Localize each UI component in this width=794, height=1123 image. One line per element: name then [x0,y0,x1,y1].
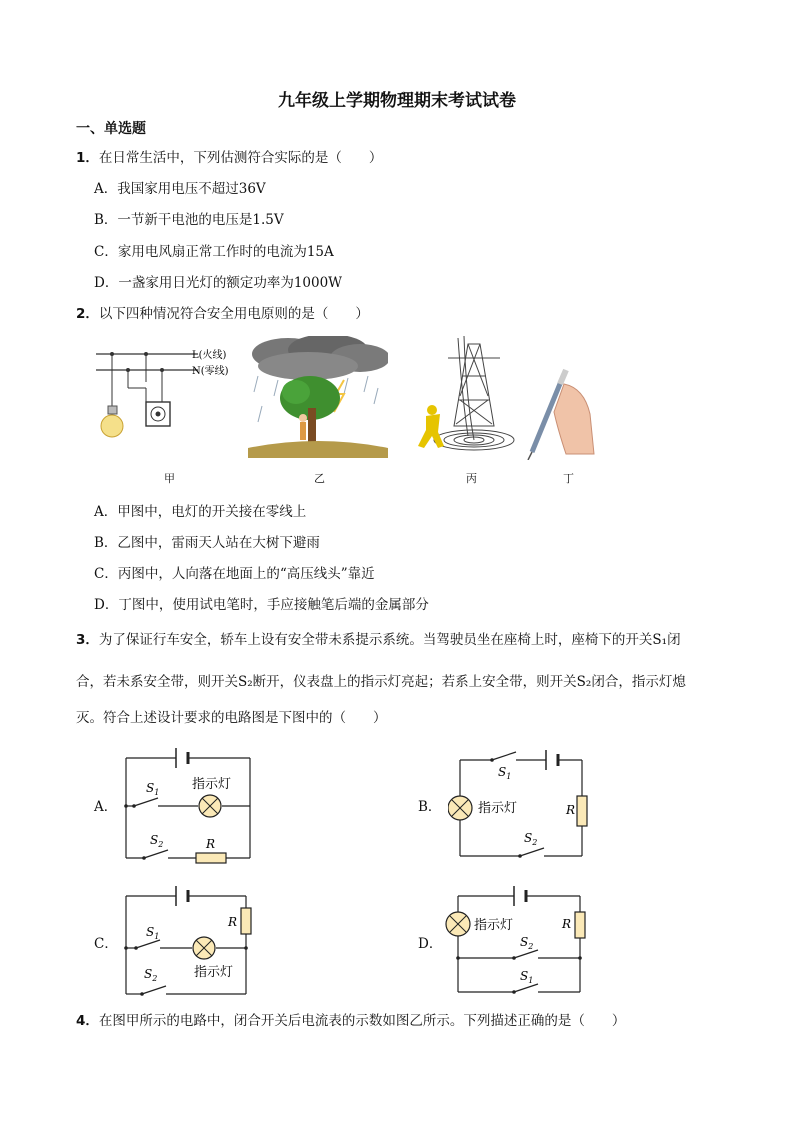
svg-text:S2: $S_2$ [150,833,164,849]
q1-option-b: B．一节新干电池的电压是1.5V [94,212,284,228]
q1-option-d: D．一盏家用日光灯的额定功率为1000W [94,275,343,291]
question-number: 2． [76,306,99,322]
resistor-icon [577,796,587,826]
figure-yi-tree-storm [248,336,388,458]
q1-option-c: C．家用电风扇正常工作时的电流为15A [94,244,334,260]
question-stem: 以下四种情况符合安全用电原则的是（ ） [98,306,369,322]
fire-line-label: L(火线) [192,350,227,361]
question-2 [76,302,369,322]
svg-text:S1: $S_1$ [498,765,512,781]
q2-option-c: C．丙图中，人向落在地面上的“高压线头”靠近 [94,566,375,582]
circuit-c-label: C． [94,936,118,952]
figure-jia-wiring [88,340,248,450]
resistor-label: R [206,837,216,851]
circuit-d [444,876,590,1000]
socket-icon [146,402,170,426]
lamp-label: 指示灯 [474,918,514,933]
question-4 [76,1009,625,1029]
lamp-label: 指示灯 [192,777,232,792]
question-stem-line1: 为了保证行车安全，轿车上设有安全带未系提示系统。当驾驶员坐在座椅上时，座椅下的开关S₁闭 [98,632,681,648]
page-title: 九年级上学期物理期末考试试卷 [278,91,516,111]
circuit-d-label: D． [418,936,443,952]
question-3-line2: 合，若未系安全带，则开关S₂断开，仪表盘上的指示灯亮起；若系上安全带，则开关S₂闭合，指示灯熄 [76,674,686,690]
circuit-a-label: A． [94,799,118,815]
circuit-b [448,742,594,864]
question-3 [76,628,681,648]
circuit-b-label: B． [418,799,442,815]
figure-caption-jia: 甲 [164,472,175,485]
section-heading: 一、单选题 [76,121,146,137]
indicator-lamp-icon [193,937,215,959]
neutral-line-label: N(零线) [192,366,229,377]
indicator-lamp-icon [448,796,472,820]
svg-text:S1: $S_1$ [520,969,534,985]
circuit-a [118,742,258,864]
figure-caption-ding: 丁 [563,472,574,485]
resistor-label: R [562,917,572,931]
question-number: 1． [76,150,99,166]
svg-text:S1: $S_1$ [146,925,160,941]
figure-bing-high-voltage [408,336,520,460]
resistor-icon [196,853,226,863]
q2-option-a: A．甲图中，电灯的开关接在零线上 [94,504,307,520]
lamp-label: 指示灯 [194,965,234,980]
bulb-icon [101,406,123,437]
indicator-lamp-icon [446,912,470,936]
q2-option-d: D．丁图中，使用试电笔时，手应接触笔后端的金属部分 [94,597,429,613]
person-icon [418,405,444,448]
figure-caption-yi: 乙 [314,472,325,485]
svg-text:S2: $S_2$ [520,935,534,951]
lamp-label: 指示灯 [478,801,518,816]
resistor-icon [241,908,251,934]
question-stem: 在图甲所示的电路中，闭合开关后电流表的示数如图乙所示。下列描述正确的是（ ） [98,1013,626,1029]
q2-option-b: B．乙图中，雷雨天人站在大树下避雨 [94,535,320,551]
question-number: 4． [76,1013,99,1029]
q1-option-a: A．我国家用电压不超过36V [94,181,266,197]
svg-text:S2: $S_2$ [524,831,538,847]
resistor-label: R [228,915,238,929]
figure-caption-bing: 丙 [466,472,477,485]
indicator-lamp-icon [199,795,221,817]
svg-text:S2: $S_2$ [144,967,158,983]
question-number: 3． [76,632,99,648]
resistor-icon [575,912,585,938]
question-3-line3: 灭。符合上述设计要求的电路图是下图中的（ ） [76,710,387,726]
question-stem: 在日常生活中，下列估测符合实际的是（ ） [98,150,383,166]
resistor-label: R [566,803,576,817]
svg-text:S1: $S_1$ [146,781,160,797]
figure-ding-test-pencil [524,364,600,460]
question-1 [76,146,382,166]
circuit-c [118,876,258,1000]
